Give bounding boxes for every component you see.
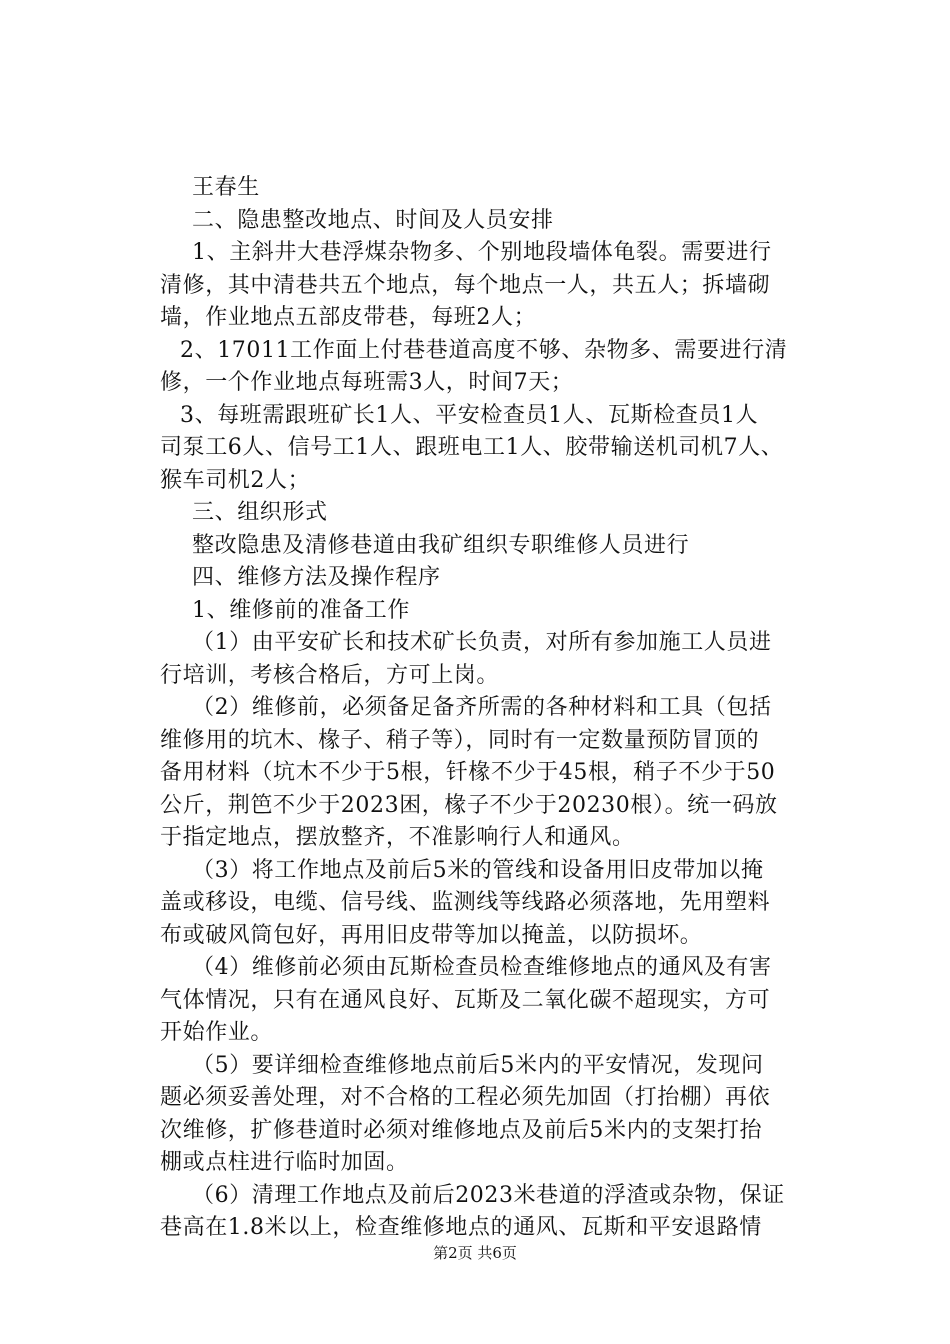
text-line: 四、维修方法及操作程序: [192, 565, 441, 590]
text-line: 1、主斜井大巷浮煤杂物多、个别地段墙体龟裂。需要进行: [192, 240, 772, 265]
text-line: 开始作业。: [160, 1020, 274, 1045]
text-line: 墙，作业地点五部皮带巷，每班2人；: [160, 305, 537, 330]
text-line: 2、17011工作面上付巷巷道高度不够、杂物多、需要进行清: [180, 337, 788, 363]
text-line: 猴车司机2人；: [160, 467, 311, 493]
text-line: 题必须妥善处理，对不合格的工程必须先加固（打抬棚）再依: [160, 1085, 771, 1110]
text-line: 维修用的坑木、椽子、稍子等），同时有一定数量预防冒顶的: [160, 727, 760, 753]
page-footer: 第2页 共6页: [433, 1244, 517, 1262]
text-line: 王春生: [192, 175, 260, 200]
text-line: 三、组织形式: [192, 500, 328, 525]
text-line: （6）清理工作地点及前后2023米巷道的浮渣或杂物，保证: [192, 1182, 785, 1208]
text-line: 次维修，扩修巷道时必须对维修地点及前后5米内的支架打抬: [160, 1117, 763, 1143]
text-line: 整改隐患及清修巷道由我矿组织专职维修人员进行: [192, 532, 690, 558]
text-line: （1）由平安矿长和技术矿长负责，对所有参加施工人员进: [192, 630, 772, 655]
text-line: 备用材料（坑木不少于5根，钎椽不少于45根，稍子不少于50: [160, 760, 776, 785]
text-line: 布或破风筒包好，再用旧皮带等加以掩盖，以防损坏。: [160, 922, 703, 948]
text-line: 巷高在1.8米以上，检查维修地点的通风、瓦斯和平安退路情: [160, 1215, 762, 1240]
text-line: 棚或点柱进行临时加固。: [160, 1150, 409, 1175]
document-body: [160, 172, 840, 1245]
text-line: 修，一个作业地点每班需3人，时间7天；: [160, 370, 574, 395]
text-line: （5）要详细检查维修地点前后5米内的平安情况，发现问: [192, 1052, 764, 1078]
text-line: （4）维修前必须由瓦斯检查员检查维修地点的通风及有害: [192, 955, 772, 980]
text-line: 气体情况，只有在通风良好、瓦斯及二氧化碳不超现实，方可: [160, 987, 771, 1013]
text-line: 1、维修前的准备工作: [192, 597, 410, 623]
text-line: （2）维修前，必须备足备齐所需的各种材料和工具（包括: [192, 695, 772, 720]
text-line: 3、每班需跟班矿长1人、平安检查员1人、瓦斯检查员1人: [180, 402, 759, 428]
text-line: 行培训，考核合格后，方可上岗。: [160, 662, 500, 688]
text-line: 司泵工6人、信号工1人、跟班电工1人、胶带输送机司机7人、: [160, 435, 784, 460]
text-line: 于指定地点，摆放整齐，不准影响行人和通风。: [160, 825, 635, 850]
text-line: 清修，其中清巷共五个地点，每个地点一人，共五人；拆墙砌: [160, 272, 771, 298]
text-line: （3）将工作地点及前后5米的管线和设备用旧皮带加以掩: [192, 857, 764, 883]
text-line: 盖或移设，电缆、信号线、监测线等线路必须落地，先用塑料: [160, 890, 771, 915]
text-line: 二、隐患整改地点、时间及人员安排: [192, 207, 554, 233]
text-line: 公斤，荆笆不少于2023困，椽子不少于20230根）。统一码放: [160, 792, 778, 818]
